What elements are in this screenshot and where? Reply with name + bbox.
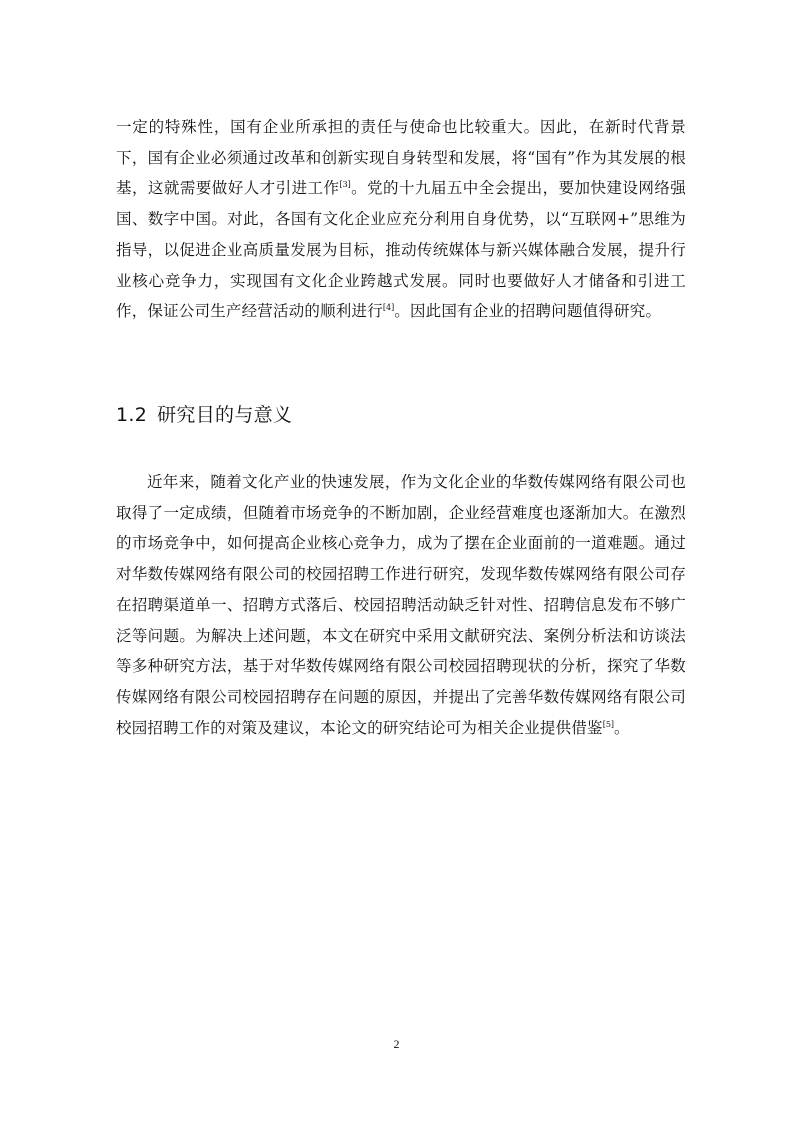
paragraph-1-text-a: 一定的特殊性，国有企业所承担的责任与使命也比较重大。因此，在新时代背景下，国有企业必须通过改革和创新实现自身转型和发展，将“国有”作为其发展的根基，这就需要做好人才引进工作 bbox=[116, 118, 686, 198]
citation-ref-3: [3] bbox=[339, 180, 351, 190]
section-title: 研究目的与意义 bbox=[157, 404, 293, 426]
section-number: 1.2 bbox=[116, 404, 148, 426]
citation-ref-4: [4] bbox=[382, 303, 395, 313]
paragraph-1-text-c: 。因此国有企业的招聘问题值得研究。 bbox=[394, 302, 662, 321]
page-number: 2 bbox=[393, 1037, 400, 1051]
citation-ref-5: [5] bbox=[602, 719, 615, 729]
section-heading bbox=[116, 400, 292, 430]
paragraph-1-text-b: 。党的十九届五中全会提出，要加快建设网络强国、数字中国。对此，各国有文化企业应充分利用自身优势，以“互联网+”思维为指导，以促进企业高质量发展为目标，推动传统媒体与新兴媒体融合发展，提升行业核心竞争力，实现国有文化企业跨越式发展。同时也要做好人才储备和引进工作，保证公司生产经营活动的顺利进行 bbox=[116, 179, 686, 321]
body-paragraph-1 bbox=[116, 112, 686, 327]
paragraph-2-end: 。 bbox=[614, 718, 630, 737]
body-paragraph-2 bbox=[116, 467, 686, 743]
paragraph-2-text: 近年来，随着文化产业的快速发展，作为文化企业的华数传媒网络有限公司也取得了一定成绩，但随着市场竞争的不断加剧，企业经营难度也逐渐加大。在激烈的市场竞争中，如何提高企业核心竞争力，成为了摆在企业面前的一道难题。通过对华数传媒网络有限公司的校园招聘工作进行研究，发现华数传媒网络有限公司存在招聘渠道单一、招聘方式落后、校园招聘活动缺乏针对性、招聘信息发布不够广泛等问题。为解决上述问题，本文在研究中采用文献研究法、案例分析法和访谈法等多种研究方法，基于对华数传媒网络有限公司校园招聘现状的分析，探究了华数传媒网络有限公司校园招聘存在问题的原因，并提出了完善华数传媒网络有限公司校园招聘工作的对策及建议，本论文的研究结论可为相关企业提供借鉴 bbox=[116, 473, 686, 737]
